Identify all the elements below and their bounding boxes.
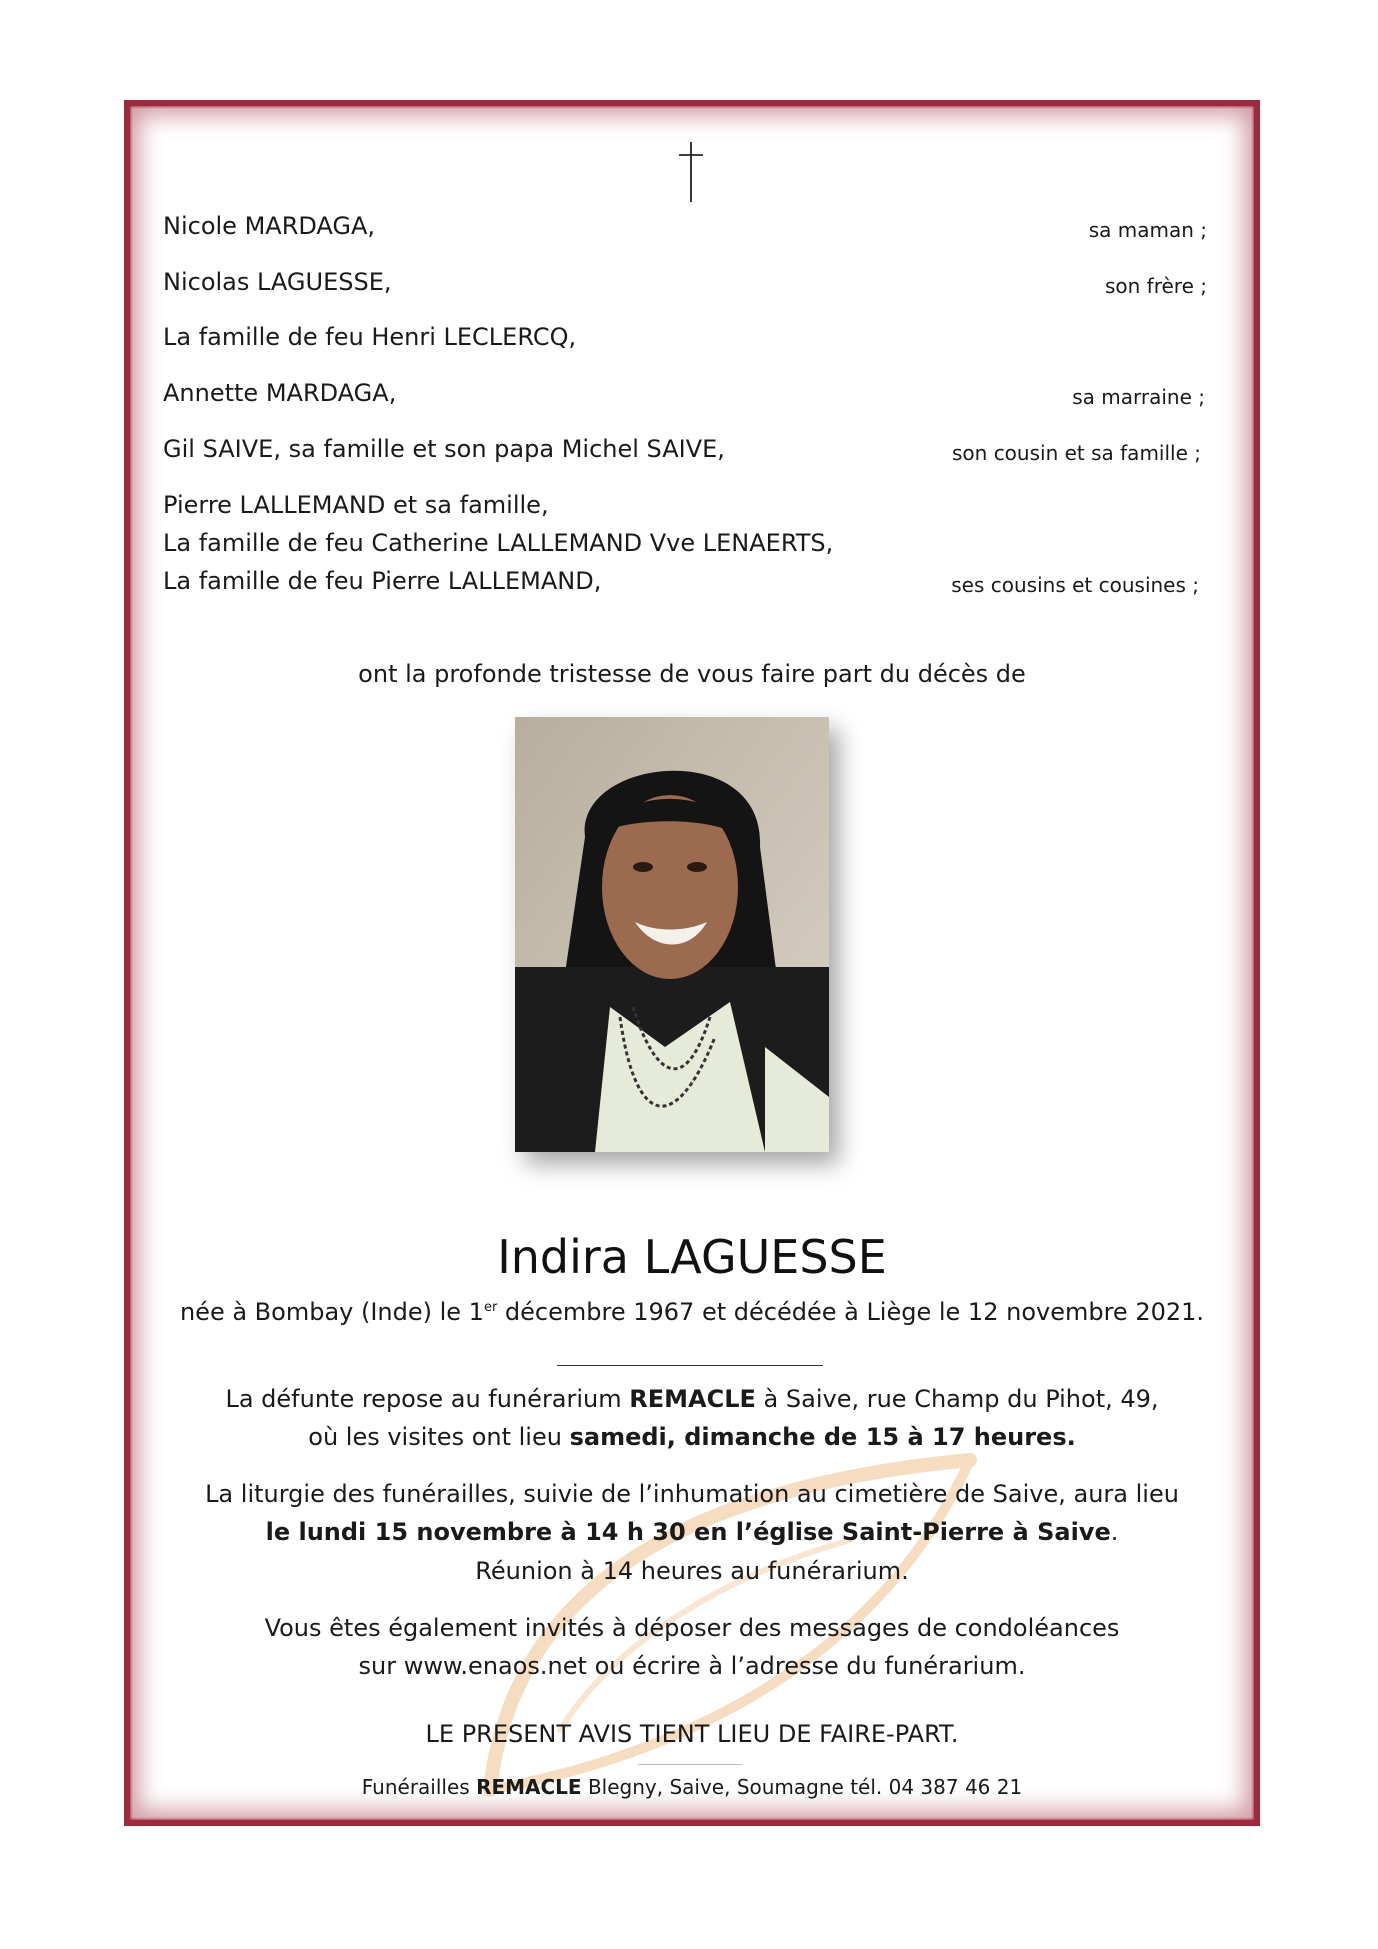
family-name: La famille de feu Pierre LALLEMAND, (163, 567, 602, 595)
family-name: Nicole MARDAGA, (163, 212, 376, 240)
footer-end: Blegny, Saive, Soumagne tél. 04 387 46 21 (581, 1775, 1023, 1799)
portrait-photo (515, 717, 829, 1152)
family-name: La famille de feu Catherine LALLEMAND Vve LENAERTS, (163, 529, 834, 557)
condolences-line: Vous êtes également invités à déposer des messages de condoléances (264, 1614, 1120, 1642)
bio-ordinal: er (483, 1300, 498, 1315)
footer-brand: REMACLE (476, 1775, 582, 1799)
repose-line (124, 1385, 1260, 1413)
footer (124, 1775, 1260, 1799)
family-relation: sa marraine ; (1072, 385, 1205, 409)
visits-line (124, 1423, 1260, 1451)
bio-end: décembre 1967 et décédée à Liège le 12 novembre 2021. (497, 1298, 1205, 1326)
notice-line: LE PRESENT AVIS TIENT LIEU DE FAIRE-PART. (425, 1720, 959, 1748)
footer-divider (638, 1764, 742, 1765)
bio-start: née à Bombay (Inde) le 1 (179, 1298, 484, 1326)
repose-text-start: La défunte repose au funérarium (225, 1385, 630, 1413)
deceased-name: Indira LAGUESSE (497, 1230, 887, 1284)
family-name: La famille de feu Henri LECLERCQ, (163, 323, 577, 351)
condolences-website-line: sur www.enaos.net ou écrire à l’adresse du funérarium. (358, 1652, 1026, 1680)
announcement-text: ont la profonde tristesse de vous faire part du décès de (358, 660, 1026, 688)
birth-death-info (124, 1298, 1260, 1326)
meeting-line: Réunion à 14 heures au funérarium. (475, 1557, 909, 1585)
family-relation: ses cousins et cousines ; (951, 573, 1199, 597)
footer-start: Funérailles (361, 1775, 477, 1799)
family-name: Nicolas LAGUESSE, (163, 268, 392, 296)
portrait-image (515, 717, 829, 1152)
family-relation: son cousin et sa famille ; (952, 441, 1201, 465)
family-relation: sa maman ; (1088, 218, 1207, 242)
cross-icon (676, 140, 706, 204)
family-name: Annette MARDAGA, (163, 379, 397, 407)
family-name: Gil SAIVE, sa famille et son papa Michel SAIVE, (163, 435, 725, 463)
funeral-home-name: REMACLE (629, 1385, 756, 1413)
liturgy-date: le lundi 15 novembre à 14 h 30 en l’église Saint-Pierre à Saive (265, 1518, 1111, 1546)
visits-text: où les visites ont lieu (308, 1423, 570, 1451)
liturgy-line: La liturgie des funérailles, suivie de l’inhumation au cimetière de Saive, aura lieu (205, 1480, 1179, 1508)
repose-text-end: à Saive, rue Champ du Pihot, 49, (755, 1385, 1159, 1413)
divider-line (557, 1365, 823, 1366)
visits-schedule: samedi, dimanche de 15 à 17 heures. (569, 1423, 1076, 1451)
family-relation: son frère ; (1104, 274, 1207, 298)
liturgy-date-line (124, 1518, 1260, 1546)
family-name: Pierre LALLEMAND et sa famille, (163, 491, 549, 519)
liturgy-period: . (1110, 1518, 1119, 1546)
